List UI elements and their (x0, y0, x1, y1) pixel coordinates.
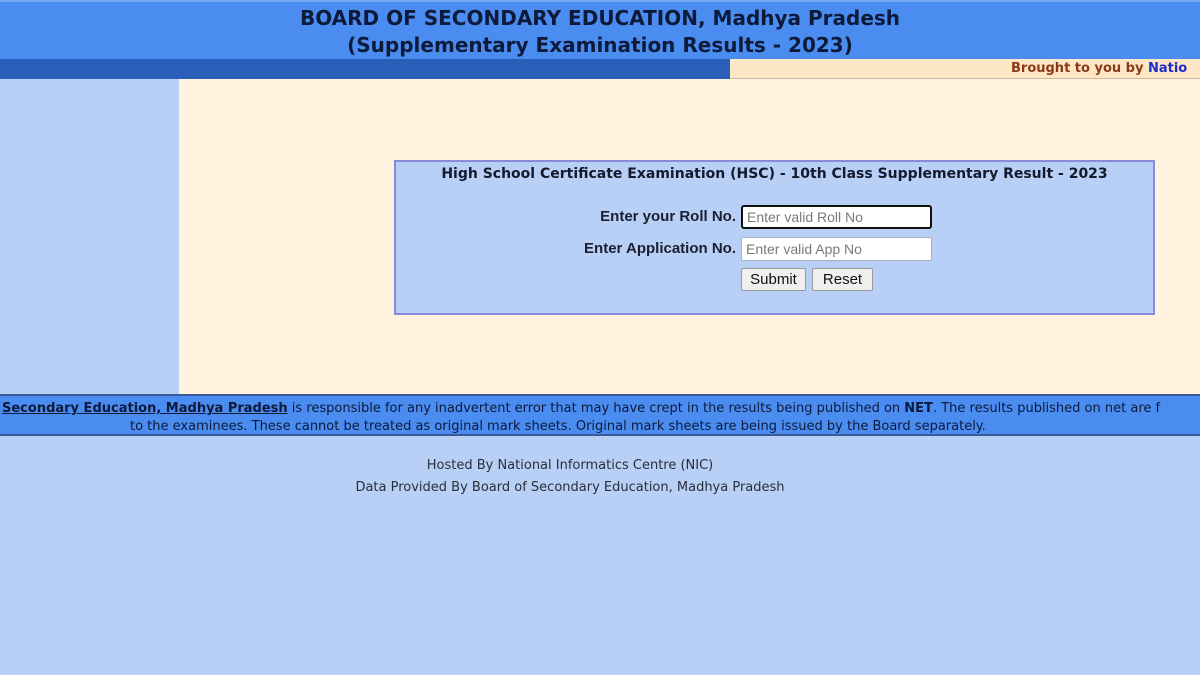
disclaimer-text-b: . The results published on net are f (932, 401, 1161, 416)
roll-no-label: Enter your Roll No. (600, 208, 736, 225)
reset-button[interactable]: Reset (812, 268, 873, 291)
header-subtitle: (Supplementary Examination Results - 2023) (347, 33, 853, 57)
header-title: BOARD OF SECONDARY EDUCATION, Madhya Pradesh (299, 6, 901, 30)
footer (0, 455, 1140, 499)
sub-bar (0, 59, 1200, 79)
marquee-text (1011, 61, 1187, 76)
hosted-by-text: Hosted By National Informatics Centre (NIC) (426, 458, 714, 473)
roll-no-input[interactable] (741, 205, 932, 229)
result-form (394, 160, 1155, 315)
page-header (0, 0, 1200, 59)
data-provided-by-text: Data Provided By Board of Secondary Education, Madhya Pradesh (355, 480, 785, 495)
disclaimer-bar (0, 394, 1200, 436)
disclaimer-line2: to the examinees. These cannot be treated as original mark sheets. Original mark sheets are being issued by the Board separately. (130, 419, 986, 434)
left-sidebar (0, 79, 179, 394)
submit-button[interactable]: Submit (741, 268, 806, 291)
application-no-label: Enter Application No. (584, 240, 736, 257)
disclaimer-text-a: is responsible for any inadvertent error that may have crept in the results being published on (287, 401, 905, 416)
sub-bar-left (0, 59, 730, 79)
marquee-bar (730, 59, 1200, 79)
disclaimer-line1 (2, 399, 1160, 418)
marquee-nic-link[interactable]: Natio (1147, 61, 1188, 76)
board-link[interactable]: Secondary Education, Madhya Pradesh (2, 401, 288, 416)
disclaimer-net: NET (904, 401, 933, 416)
form-title: High School Certificate Examination (HSC) - 10th Class Supplementary Result - 2023 (441, 166, 1108, 182)
marquee-prefix: Brought to you by (1011, 61, 1148, 76)
application-no-input[interactable] (741, 237, 932, 261)
